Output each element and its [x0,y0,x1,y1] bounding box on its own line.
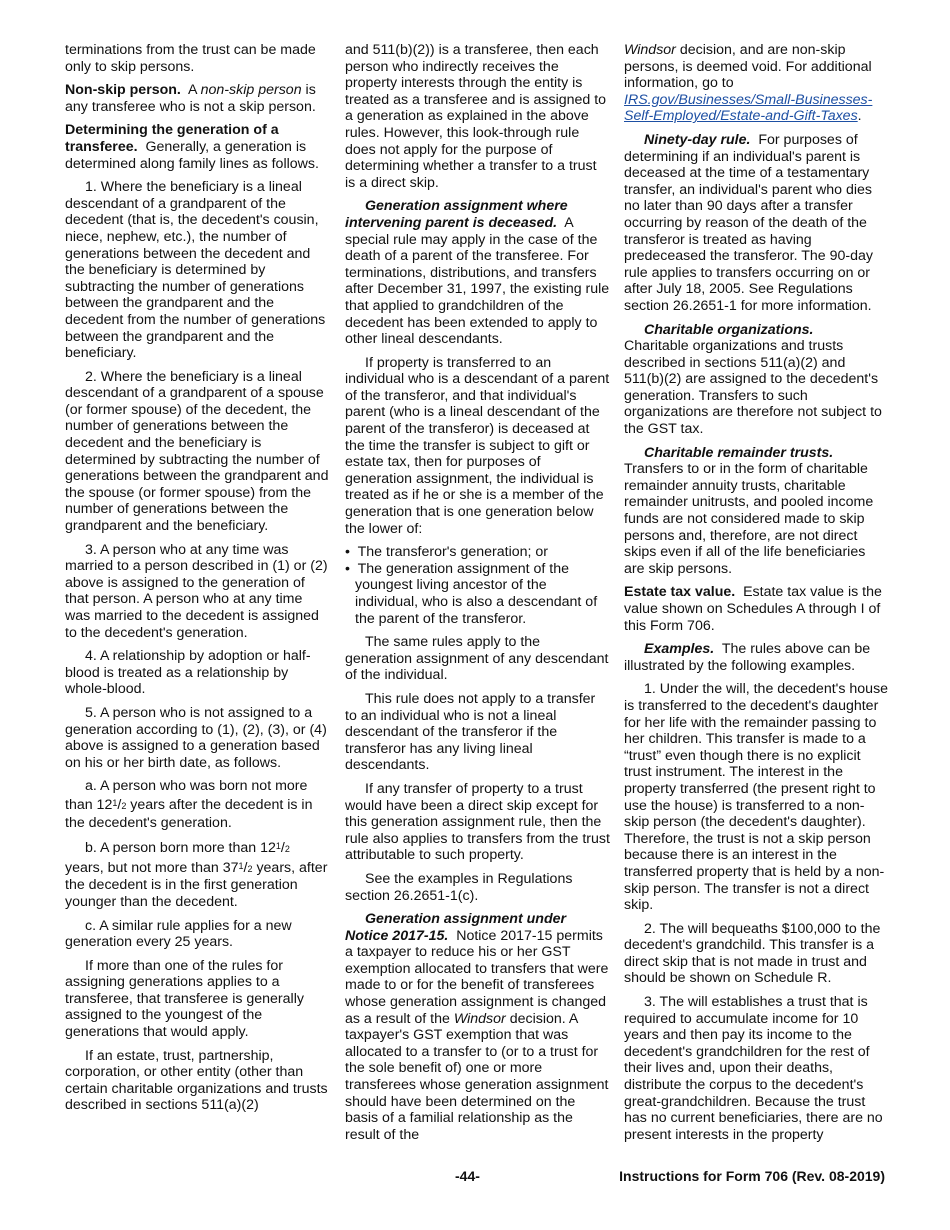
column-3 [624,42,889,1150]
irs-link[interactable]: IRS.gov/Businesses/Small-Businesses-Self-Employed/Estate-and-Gift-Taxes [624,91,873,125]
charitable-remainder-heading: Charitable remainder trusts. [644,444,834,461]
examples-heading: Examples. [644,641,715,658]
list-item: • The generation assignment of the youngest living ancestor of the individual, who is also a descendant of the parent of the transferor. [345,560,598,627]
deceased-parent-section: Generation assignment where intervening parent is deceased. A special rule may apply in the case of the death of a parent of the transferee. For terminations, distributions, and transfers after December 31, 1997, the existing rule that applied to grandchildren of the decedent has been extended to apply to other lineal descendants. [345,198,610,348]
rule-4: 4. A relationship by adoption or half-blood is treated as a relationship by whole-blood. [65,648,311,698]
estate-tax-heading: Estate tax value. [624,584,736,601]
example-1: 1. Under the will, the decedent's house is transferred to the decedent's daughter for her life with the remainder passing to her children. This transfer is made to a “trust” even though there is no explicit trust instrument. The interest in the property transferred (the present right to use the house) is transferred to a non-skip person (the decedent's daughter). Therefore, the trust is not a skip person because there is an interest in the transferred property that is held by a non-skip person. The transfer is not a direct skip. [624,681,889,914]
notice-heading: Generation assignment under Notice 2017-15. [345,911,567,944]
estate-tax-section: Estate tax value. Estate tax value is the value shown on Schedules A through I of this Form 706. [624,584,882,634]
deceased-parent-heading: Generation assignment where intervening parent is deceased. [345,198,568,231]
paragraph: terminations from the trust can be made only to skip persons. [65,42,316,75]
rule-5a: a. A person who was born not more than $12^1/2$ years after the decedent is in the decedent's generation. [65,778,313,831]
ninety-day-section: Ninety-day rule. For purposes of determining if an individual's parent is deceased at the time of a testamentary transfer, an individual's parent who dies no later than 90 days after a transfer occurring by reason of the death of the transferor is treated as having predeceased the transferor. The 90-day rule applies to transfers occurring on or after July 18, 2005. See Regulations section 26.2651-1 for more information. [624,131,873,314]
generation-definition: Determining the generation of a transferee. Generally, a generation is determined along family lines as follows. [65,122,319,172]
notice-section: Generation assignment under Notice 2017-15. Notice 2017-15 permits a taxpayer to reduce his or her GST exemption allocated to transfers that were made to or for the benefit of transferees whose generation assignment is changed as a result of the Windsor decision. A taxpayer's GST exemption that was allocated to a transfer to (or to a trust for the sole benefit of) one or more transferees whose generation assignment should have been determined on the basis of a familial relationship as the result of the [345,911,609,1143]
example-3: 3. The will establishes a trust that is required to accumulate income for 10 years and then pay its income to the decedent's grandchildren for the rest of their lives and, upon their deaths, distribute the corpus to the decedent's great-grandchildren. Because the trust has no current beneficiaries, there are no present interests in the property [624,994,883,1143]
charitable-org-section: Charitable organizations. Charitable organizations and trusts described in sections 511(a)(2) and 511(b)(2) are assigned to the decedent's generation. Transfers to such organizations are therefore not subject to the GST tax. [624,321,882,438]
rule-5b: b. A person born more than $12^1/2$ years, but not more than $37^1/2$ years, after the decedent is in the first generation younger than the decedent. [65,840,328,910]
footer-title: Instructions for Form 706 (Rev. 08-2019) [619,1168,885,1184]
charitable-remainder-section: Charitable remainder trusts. Transfers to or in the form of charitable remainder annuity trusts, charitable remainder unitrusts, and pooled income funds are not considered made to skip persons and, therefore, are not direct skips even if all of the life beneficiaries are skip persons. [624,444,874,577]
page-number: -44- [455,1168,480,1184]
ninety-day-heading: Ninety-day rule. [644,131,751,148]
paragraph: If property is transferred to an individual who is a descendant of a parent of the transferor, and that individual's parent (who is a lineal descendant of the parent of the transferor) is deceased at the time the transfer is subject to gift or estate tax, then for purposes of generation assignment, the individual is treated as if he or she is a member of the generation that is one generation below the lower of: [345,354,610,537]
paragraph: and 511(b)(2)) is a transferee, then each person who indirectly receives the property interests through the entity is treated as a transferee and is assigned to a generation as explained in the above rules. However, this look-through rule does not apply for the purpose of determining whether a transfer to a trust is a direct skip. [345,42,607,191]
rule-5: 5. A person who is not assigned to a generation according to (1), (2), (3), or (4) above is assigned to a generation based on his or her birth date, as follows. [65,704,327,771]
rule-5c: c. A similar rule applies for a new generation every 25 years. [65,917,292,951]
rule-2: 2. Where the beneficiary is a lineal descendant of a grandparent of a spouse (or former spouse) of the decedent, the number of generations between the decedent and the beneficiary is determined by subtracting the number of generations between the grandparent and the spouse (or former spouse) from the number of generations between the grandparent and the beneficiary. [65,368,329,535]
paragraph: If an estate, trust, partnership, corporation, or other entity (other than certain charitable organizations and trusts described in sections 511(a)(2) [65,1047,328,1114]
paragraph: See the examples in Regulations section 26.2651-1(c). [345,870,573,904]
generation-heading: Determining the generation of a transferee. [65,122,279,155]
example-2: 2. The will bequeaths $100,000 to the decedent's grandchild. This transfer is a direct skip that is not made in trust and should be shown on Schedule R. [624,920,881,987]
bullet-icon: • [345,544,350,561]
list-item: • The transferor's generation; or [345,544,549,561]
paragraph: This rule does not apply to a transfer to an individual who is not a lineal descendant of the transferor if the transferor has any living lineal descendants. [345,690,596,774]
examples-section: Examples. The rules above can be illustrated by the following examples. [624,641,871,674]
charitable-org-heading: Charitable organizations. [644,321,814,338]
nonskip-definition: Non-skip person. A non-skip person is any transferee who is not a skip person. [65,82,316,115]
nonskip-heading: Non-skip person. [65,82,181,99]
rule-3: 3. A person who at any time was married to a person described in (1) or (2) above is assigned to the generation of that person. A person who at any time was married to the decedent is assigned to the decedent's generation. [65,541,328,641]
bullet-icon: • [345,560,350,577]
column-1 [65,42,330,1121]
paragraph: Windsor decision, and are non-skip persons, is deemed void. For additional information, go to IRS.gov/Businesses/Small-Businesses-Self-Employed/Estate-and-Gift-Taxes. [624,42,873,125]
paragraph: If any transfer of property to a trust would have been a direct skip except for this generation assignment rule, then the rule also applies to transfers from the trust attributable to such property. [345,780,610,864]
rule-1: 1. Where the beneficiary is a lineal descendant of a grandparent of the decedent (that is, the decedent's cousin, niece, nephew, etc.), the number of generations between the decedent and the beneficiary is determined by subtracting the number of generations between the grandparent and the decedent from the number of generations between the grandparent and the beneficiary. [65,179,326,362]
column-2 [345,42,610,1150]
paragraph: If more than one of the rules for assigning generations applies to a transferee, that transferee is generally assigned to the youngest of the generations that would apply. [65,957,304,1041]
paragraph: The same rules apply to the generation assignment of any descendant of the individual. [345,634,609,684]
